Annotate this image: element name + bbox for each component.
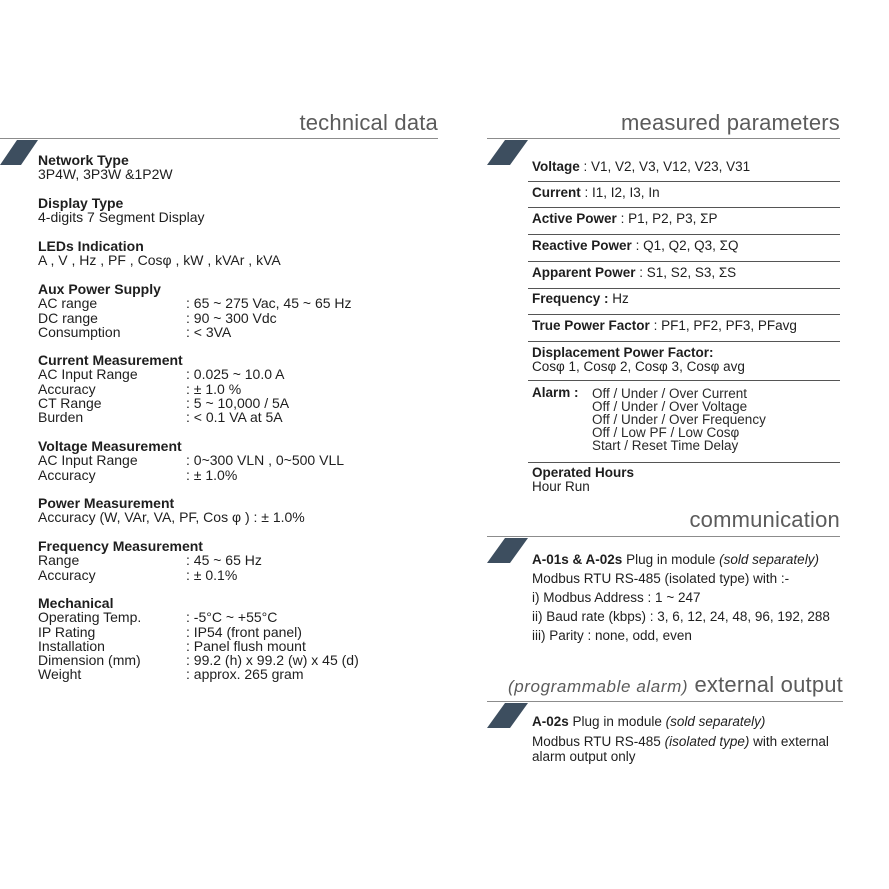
- spec-title: LEDs Indication: [38, 238, 144, 254]
- spec-leds-indication: [38, 239, 281, 268]
- spec-value: Accuracy (W, VAr, VA, PF, Cos φ ) : ± 1.0%: [38, 509, 305, 526]
- param-row-active-power: [532, 211, 717, 227]
- spec-title: Frequency Measurement: [38, 538, 203, 554]
- measured-parameters-rule: [487, 138, 840, 139]
- alarm-option: Off / Under / Over Voltage: [592, 399, 748, 414]
- communication-module-line: [532, 550, 830, 569]
- spec-row: [38, 410, 289, 424]
- param-label: Voltage: [532, 159, 580, 174]
- spec-row: [38, 639, 359, 653]
- alarm-option: Off / Low PF / Low Cosφ: [592, 425, 740, 440]
- param-value: Hour Run: [532, 479, 590, 494]
- alarm-label: Alarm :: [532, 385, 579, 400]
- param-label: Current: [532, 185, 581, 200]
- external-output-text: with external: [753, 734, 829, 749]
- param-value: Cosφ 1, Cosφ 2, Cosφ 3, Cosφ avg: [532, 359, 745, 374]
- spec-row-label: Dimension (mm): [38, 652, 141, 669]
- spec-row-value: : 5 ~ 10,000 / 5A: [186, 394, 290, 411]
- param-separator: [528, 181, 840, 182]
- spec-row: [38, 325, 352, 339]
- spec-value: 4-digits 7 Segment Display: [38, 209, 205, 226]
- spec-display-type: [38, 196, 205, 225]
- spec-row: [38, 296, 352, 310]
- external-output-module-line: [532, 714, 765, 729]
- external-output-rule: [487, 701, 843, 702]
- spec-row-label: CT Range: [38, 394, 102, 411]
- param-value: : S1, S2, S3, ΣS: [639, 265, 737, 280]
- param-separator: [528, 288, 840, 289]
- spec-row-value: : IP54 (front panel): [186, 623, 302, 640]
- module-note: (sold separately): [719, 552, 819, 567]
- param-row-current: [532, 185, 660, 201]
- param-label: Operated Hours: [532, 465, 635, 480]
- spec-row-label: DC range: [38, 309, 98, 326]
- spec-row-label: AC range: [38, 295, 98, 312]
- param-separator: [528, 314, 840, 315]
- spec-row: [38, 396, 289, 410]
- spec-row: [38, 625, 359, 639]
- spec-title: Power Measurement: [38, 495, 175, 511]
- alarm-option: Off / Under / Over Current: [592, 386, 748, 401]
- param-value: : V1, V2, V3, V12, V23, V31: [583, 159, 751, 174]
- communication-line: i) Modbus Address : 1 ~ 247: [532, 590, 701, 605]
- spec-row: [38, 553, 262, 567]
- spec-row-value: : < 3VA: [186, 323, 232, 340]
- param-label: True Power Factor: [532, 318, 650, 333]
- param-separator: [528, 341, 840, 342]
- communication-heading: communication: [689, 507, 840, 532]
- spec-title: Mechanical: [38, 595, 114, 611]
- spec-title: Aux Power Supply: [38, 281, 161, 297]
- alarm-option: Start / Reset Time Delay: [592, 438, 739, 453]
- external-output-line: [532, 734, 829, 749]
- communication-line: iii) Parity : none, odd, even: [532, 628, 692, 643]
- spec-row-label: Weight: [38, 666, 82, 683]
- spec-row: [38, 453, 344, 467]
- spec-row-value: : Panel flush mount: [186, 637, 306, 654]
- spec-row-value: : < 0.1 VA at 5A: [186, 409, 283, 426]
- spec-voltage-measurement: [38, 439, 344, 482]
- spec-row-value: : 65 ~ 275 Vac, 45 ~ 65 Hz: [186, 295, 352, 312]
- external-output-heading-text: external output: [694, 672, 843, 697]
- module-text: Plug in module: [572, 714, 662, 729]
- param-value: : PF1, PF2, PF3, PFavg: [653, 318, 797, 333]
- spec-row: [38, 311, 352, 325]
- spec-power-measurement: [38, 496, 305, 525]
- spec-title: Display Type: [38, 195, 124, 211]
- communication-line: Modbus RTU RS-485 (isolated type) with :-: [532, 571, 790, 586]
- spec-row-label: Range: [38, 552, 80, 569]
- spec-row-label: Accuracy: [38, 380, 96, 397]
- external-output-accent-shape: [487, 703, 529, 728]
- spec-mechanical: [38, 596, 359, 682]
- spec-row-label: AC Input Range: [38, 366, 138, 383]
- spec-row-value: : 45 ~ 65 Hz: [186, 552, 262, 569]
- spec-row: [38, 653, 359, 667]
- alarm-option: Off / Under / Over Frequency: [592, 412, 766, 427]
- spec-value: A , V , Hz , PF , Cosφ , kW , kVAr , kVA: [38, 252, 281, 269]
- param-separator: [528, 207, 840, 208]
- measured-parameters-accent-shape: [487, 140, 529, 165]
- spec-row: [38, 367, 289, 381]
- communication-body: [532, 550, 830, 645]
- spec-title: Network Type: [38, 152, 129, 168]
- spec-title: Voltage Measurement: [38, 438, 182, 454]
- external-output-heading-italic: (programmable alarm): [507, 677, 689, 696]
- param-row-voltage: [532, 159, 750, 175]
- measured-parameters-heading: measured parameters: [620, 110, 840, 135]
- param-label: Frequency :: [532, 291, 609, 306]
- spec-row: [38, 667, 359, 681]
- external-output-text: Modbus RTU RS-485: [532, 734, 661, 749]
- param-row-displacement-power-factor: [532, 346, 745, 374]
- module-models: A-01s & A-02s: [532, 552, 623, 567]
- spec-row-label: AC Input Range: [38, 452, 138, 469]
- spec-row-label: Accuracy: [38, 466, 96, 483]
- external-output-heading: [508, 672, 843, 700]
- spec-row-label: Accuracy: [38, 566, 96, 583]
- param-label: Displacement Power Factor:: [532, 345, 714, 360]
- technical-data-heading: technical data: [299, 110, 438, 135]
- technical-data-accent-shape: [0, 140, 40, 165]
- spec-current-measurement: [38, 353, 289, 424]
- spec-row: [38, 568, 262, 582]
- external-output-body: [532, 734, 829, 764]
- spec-aux-power-supply: [38, 282, 352, 339]
- spec-row-label: Operating Temp.: [38, 609, 142, 626]
- spec-row-value: : ± 0.1%: [186, 566, 238, 583]
- param-row-true-power-factor: [532, 318, 797, 334]
- param-value: : P1, P2, P3, ΣP: [620, 211, 718, 226]
- technical-data-rule: [0, 138, 438, 139]
- param-separator: [528, 261, 840, 262]
- spec-row-value: : -5°C ~ +55°C: [186, 609, 278, 626]
- param-row-frequency: [532, 291, 629, 307]
- module-text: Plug in module: [626, 552, 716, 567]
- spec-network-type: [38, 153, 173, 182]
- spec-row-value: : ± 1.0 %: [186, 380, 242, 397]
- param-separator: [528, 462, 840, 463]
- spec-row-value: : ± 1.0%: [186, 466, 238, 483]
- spec-row-value: : 90 ~ 300 Vdc: [186, 309, 277, 326]
- communication-rule: [487, 536, 840, 537]
- param-label: Apparent Power: [532, 265, 636, 280]
- param-value: Hz: [612, 291, 629, 306]
- spec-row-label: IP Rating: [38, 623, 96, 640]
- param-separator: [528, 380, 840, 381]
- spec-frequency-measurement: [38, 539, 262, 582]
- spec-value: 3P4W, 3P3W &1P2W: [38, 166, 173, 183]
- spec-row-label: Installation: [38, 637, 105, 654]
- spec-row: [38, 468, 344, 482]
- param-value: : Q1, Q2, Q3, ΣQ: [635, 238, 739, 253]
- spec-row-value: : approx. 265 gram: [186, 666, 304, 683]
- spec-title: Current Measurement: [38, 352, 183, 368]
- spec-row: [38, 610, 359, 624]
- param-label: Reactive Power: [532, 238, 632, 253]
- spec-row-value: : 99.2 (h) x 99.2 (w) x 45 (d): [186, 652, 359, 669]
- param-row-reactive-power: [532, 238, 738, 254]
- param-row-apparent-power: [532, 265, 736, 281]
- spec-row-value: : 0.025 ~ 10.0 A: [186, 366, 285, 383]
- param-separator: [528, 234, 840, 235]
- spec-row-label: Consumption: [38, 323, 121, 340]
- spec-row: [38, 382, 289, 396]
- external-output-italic-text: (isolated type): [664, 734, 750, 749]
- module-note: (sold separately): [665, 714, 766, 729]
- spec-row-value: : 0~300 VLN , 0~500 VLL: [186, 452, 345, 469]
- module-model: A-02s: [532, 714, 569, 729]
- param-label: Active Power: [532, 211, 617, 226]
- param-row-operated-hours: [532, 466, 634, 494]
- external-output-line: alarm output only: [532, 749, 636, 764]
- alarm-options-list: [592, 387, 766, 452]
- param-value: : I1, I2, I3, In: [584, 185, 660, 200]
- communication-line: ii) Baud rate (kbps) : 3, 6, 12, 24, 48, 96, 192, 288: [532, 609, 830, 624]
- communication-accent-shape: [487, 538, 529, 563]
- spec-row-label: Burden: [38, 409, 84, 426]
